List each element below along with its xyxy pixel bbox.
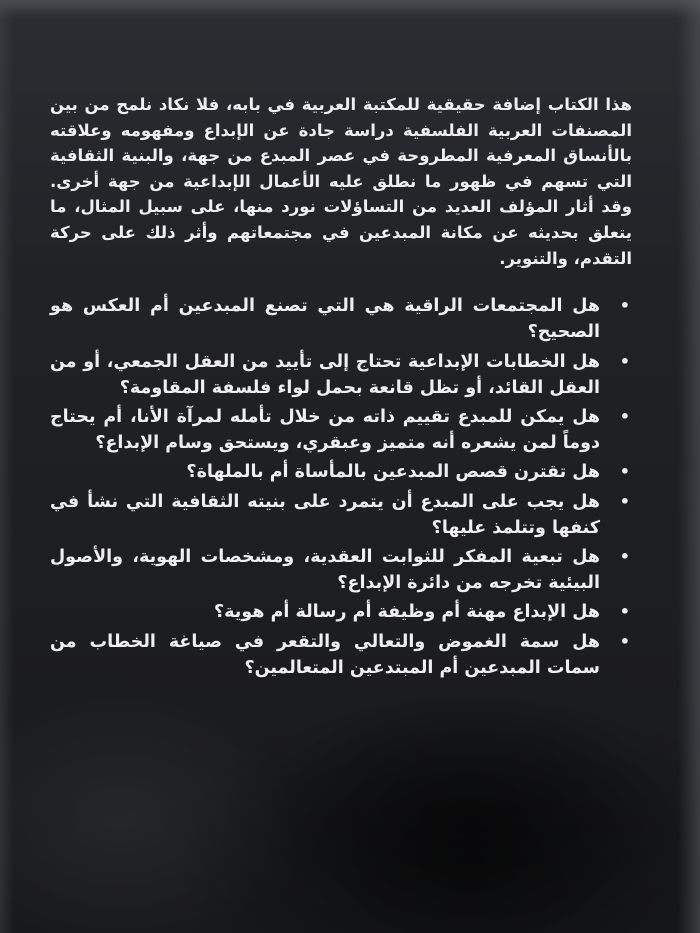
- question-text: هل يمكن للمبدع تقييم ذاته من خلال تأمله لمرآة الأنا، أم يحتاج دوماً لمن يشعره أنه متميز وعبقري، ويستحق وسام الإبداع؟: [50, 406, 600, 454]
- list-item: [50, 599, 632, 625]
- hand-shadow: [260, 690, 680, 933]
- bullet-icon: •: [619, 631, 630, 651]
- bullet-icon: •: [619, 406, 630, 426]
- question-text: هل المجتمعات الراقية هي التي تصنع المبدعين أم العكس هو الصحيح؟: [50, 296, 600, 343]
- list-item: [50, 629, 632, 681]
- cover-top-edge: [0, 0, 700, 18]
- list-item: [50, 459, 632, 485]
- intro-paragraph: هذا الكتاب إضافة حقيقية للمكتبة العربية في بابه، فلا نكاد نلمح من بين المصنفات العربية الفلسفية دراسة جادة عن الإبداع ومفهومه وعلاقته بالأنساق المعرفية المطروحة في عصر المبدع من جهة، والبنية الثقافية التي تسهم في ظهور ما نطلق عليه الأعمال الإبداعية من جهة أخرى. وقد أثار المؤلف العديد من التساؤلات نورد منها، على سبيل المثال، ما يتعلق بحديثه عن مكانة المبدعين في مجتمعاتهم وأثر ذلك على حركة التقدم، والتنوير.: [50, 95, 632, 268]
- question-list: [50, 293, 632, 681]
- bullet-icon: •: [619, 462, 630, 482]
- question-text: هل يجب على المبدع أن يتمرد على بنيته الثقافية التي نشأ في كنفها وتتلمذ عليها؟: [50, 491, 600, 538]
- list-item: [50, 293, 632, 345]
- cover-right-edge: [678, 0, 700, 933]
- bullet-icon: •: [619, 296, 630, 316]
- list-item: [50, 404, 632, 456]
- bullet-icon: •: [619, 491, 630, 511]
- bullet-icon: •: [619, 546, 630, 566]
- question-text: هل الخطابات الإبداعية تحتاج إلى تأييد من العقل الجمعي، أو من العقل القائد، أو تظل قانعة بحمل لواء فلسفة المقاومة؟: [50, 351, 600, 398]
- question-text: هل تبعية المفكر للثوابت العقدية، ومشخصات الهوية، والأصول البيئية تخرجه من دائرة الإبداع؟: [50, 546, 600, 594]
- list-item: [50, 544, 632, 596]
- list-item: [50, 489, 632, 541]
- list-item: [50, 349, 632, 401]
- question-text: هل سمة الغموض والتعالي والتقعر في صياغة الخطاب من سمات المبدعين أم المبتدعين المتعالمين؟: [50, 631, 600, 678]
- blurb-text-block: [50, 92, 632, 684]
- question-text: هل الإبداع مهنة أم وظيفة أم رسالة أم هوية؟: [214, 602, 600, 623]
- cover-left-edge: [0, 0, 14, 933]
- question-text: هل تقترن قصص المبدعين بالمأساة أم بالملهاة؟: [186, 462, 600, 483]
- bullet-icon: •: [619, 602, 630, 622]
- bullet-icon: •: [619, 351, 630, 371]
